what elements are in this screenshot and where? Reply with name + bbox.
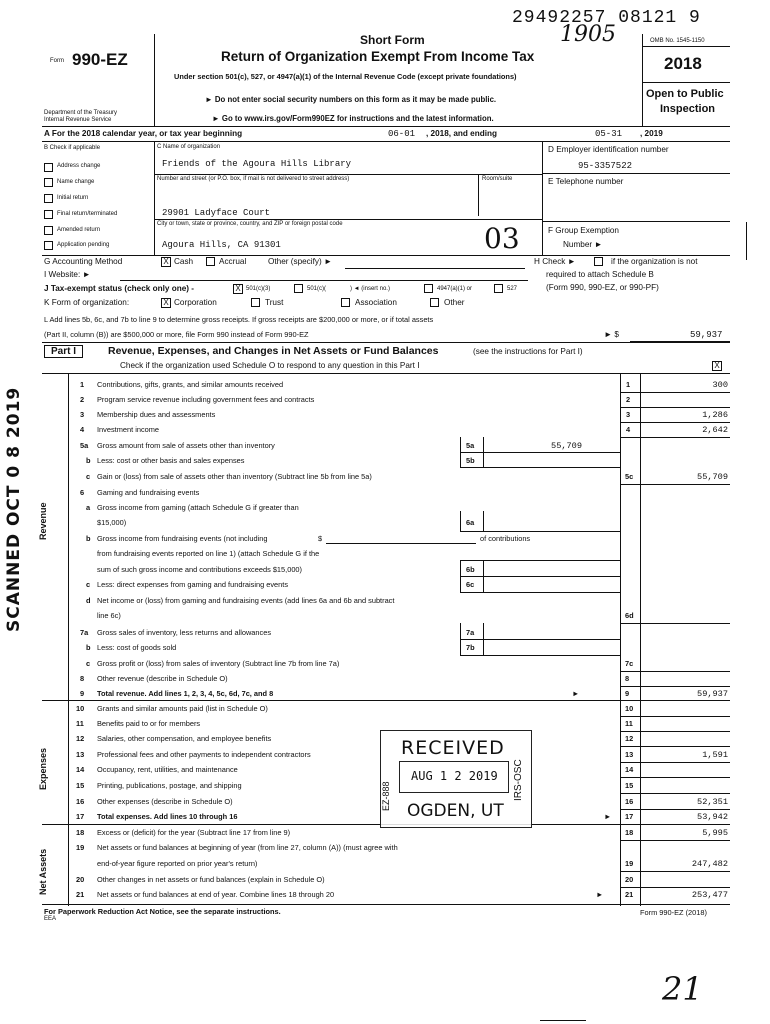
box-b-label: B Check if applicable (44, 145, 101, 151)
line-i-label: I Website: ► (44, 270, 91, 279)
line-k-label: K Form of organization: (44, 298, 130, 307)
omb-number: OMB No. 1545-1150 (650, 38, 705, 44)
line-6b-text-3: sum of such gross income and contributions exceeds $15,000) (97, 565, 302, 574)
line-16-num: 16 (76, 797, 85, 806)
label-initial-return: Initial return (57, 195, 89, 201)
gross-receipts-amount[interactable]: 59,937 (690, 330, 723, 340)
line-21-text: Net assets or fund balances at end of year. Combine lines 18 through 20 (97, 890, 335, 899)
part1-title-note: (see the instructions for Part I) (473, 347, 583, 356)
line-14-num: 14 (76, 765, 85, 774)
handwritten-code: 03 (484, 222, 520, 255)
line-5a-amount[interactable]: 55,709 (551, 441, 582, 451)
form-reference: Form 990-EZ (2018) (640, 908, 707, 917)
label-address-change: Address change (57, 163, 101, 169)
line-7b-text: Less: cost of goods sold (97, 643, 177, 652)
label-other-org: Other (444, 298, 465, 307)
label-name-change: Name change (57, 179, 95, 185)
stamp-left-code: EZ-888 (381, 781, 391, 811)
box-e-label: E Telephone number (548, 177, 624, 186)
checkbox-address-change[interactable] (44, 163, 53, 172)
label-accrual: Accrual (219, 257, 247, 266)
line-15-text: Printing, publications, postage, and shipping (97, 781, 242, 790)
handwritten-number: 1905 (560, 22, 616, 47)
checkbox-accrual[interactable] (206, 257, 215, 266)
label-cash: Cash (174, 257, 194, 266)
inspection: Inspection (660, 103, 716, 115)
line-9-arrow: ► (572, 689, 580, 698)
line-16-amount[interactable]: 52,351 (697, 797, 728, 807)
line-12-text: Salaries, other compensation, and employee benefits (97, 734, 272, 743)
line-l-arrow: ► $ (604, 330, 619, 339)
form-title: Return of Organization Exempt From Income Tax (221, 49, 535, 64)
stamp-city: OGDEN, UT (407, 801, 504, 821)
stamp-right-code: IRS-OSC (513, 759, 524, 801)
ein-value[interactable]: 95-3357522 (578, 161, 633, 171)
line-11-num: 11 (76, 719, 84, 728)
box-f-label-2: Number ► (563, 240, 603, 249)
line-6b-text: Gross income from fundraising events (not including (97, 534, 268, 543)
line-21-amount[interactable]: 253,477 (691, 890, 728, 900)
line-g-label: G Accounting Method (44, 257, 123, 266)
line-5c-text: Gain or (loss) from sale of assets other than inventory (Subtract line 5b from line 5a) (97, 472, 372, 481)
checkbox-schedule-o[interactable]: X (712, 361, 722, 371)
line-7b-num: b (86, 643, 91, 652)
line-19-text-2: end-of-year figure reported on prior year's return) (97, 859, 258, 868)
tax-year-end-year: , 2019 (640, 129, 663, 138)
eea-label: EEA (44, 916, 57, 922)
checkbox-cash[interactable]: X (161, 257, 171, 267)
line-6d-num: d (86, 596, 91, 605)
line-13-num: 13 (76, 750, 85, 759)
net-assets-side-label: Net Assets (38, 848, 48, 895)
line-1-amount[interactable]: 300 (712, 380, 728, 390)
label-501c: 501(c)( (307, 286, 327, 292)
box-c-label: C Name of organization (157, 144, 221, 150)
line-5a-text: Gross amount from sale of assets other than inventory (97, 441, 275, 450)
line-6b-dollar: $ (318, 534, 323, 543)
stamp-date: AUG 1 2 2019 (411, 769, 498, 783)
checkbox-501c3[interactable]: X (233, 284, 243, 294)
line-17-num: 17 (76, 812, 85, 821)
line-7a-num: 7a (80, 628, 89, 637)
line-6-num: 6 (80, 488, 85, 497)
paperwork-notice: For Paperwork Reduction Act Notice, see the separate instructions. (44, 907, 281, 916)
revenue-side-label: Revenue (38, 502, 48, 540)
tax-year: 2018 (664, 54, 702, 73)
tax-year-begin: 06-01 (388, 129, 416, 139)
street-label: Number and street (or P.O. box, if mail is not delivered to street address) (157, 176, 350, 182)
line-21-num: 21 (76, 890, 85, 899)
form-subtitle: Under section 501(c), 527, or 4947(a)(1) of the Internal Revenue Code (except private foundations) (174, 72, 517, 81)
line-4-text: Investment income (97, 425, 160, 434)
goto-notice: ► Go to www.irs.gov/Form990EZ for instructions and the latest information. (212, 114, 494, 123)
line-5c-amount[interactable]: 55,709 (697, 472, 728, 482)
label-other-method: Other (specify) ► (268, 257, 333, 266)
line-7c-text: Gross profit or (loss) from sales of inventory (Subtract line 7b from line 7a) (97, 659, 340, 668)
room-suite-label: Room/suite (482, 176, 513, 182)
line-14-text: Occupancy, rent, utilities, and maintenance (97, 765, 238, 774)
city-label: City or town, state or province, country, and ZIP or foreign postal code (157, 221, 343, 227)
line-9-amount[interactable]: 59,937 (697, 689, 728, 699)
label-application-pending: Application pending (57, 242, 110, 248)
label-trust: Trust (265, 298, 284, 307)
line-6b-text-2: from fundraising events reported on line 1) (attach Schedule G if the (97, 549, 320, 558)
line-a-label: A For the 2018 calendar year, or tax year beginning (44, 129, 243, 138)
label-amended-return: Amended return (57, 227, 101, 233)
handwritten-page: 21 (662, 970, 703, 1008)
line-6d-text-2: line 6c) (97, 611, 121, 620)
line-7c-num: c (86, 659, 91, 668)
line-19-text: Net assets or fund balances at beginning of year (from line 27, column (A)) (must agree with (97, 843, 398, 852)
line-6c-text: Less: direct expenses from gaming and fundraising events (97, 580, 289, 589)
line-l-text-2: (Part II, column (B)) are $500,000 or more, file Form 990 instead of Form 990-EZ (44, 330, 309, 339)
line-3-amount[interactable]: 1,286 (702, 410, 728, 420)
line-17-arrow: ► (604, 812, 612, 821)
box-d-label: D Employer identification number (548, 145, 669, 154)
line-6b-num: b (86, 534, 91, 543)
line-17-text: Total expenses. Add lines 10 through 16 (97, 812, 238, 821)
line-13-text: Professional fees and other payments to independent contractors (97, 750, 311, 759)
open-public: Open to Public (646, 88, 724, 100)
part1-schedule-o-text: Check if the organization used Schedule O to respond to any question in this Part I (120, 361, 420, 370)
line-20-text: Other changes in net assets or fund balances (explain in Schedule O) (97, 875, 325, 884)
line-16-text: Other expenses (describe in Schedule O) (97, 797, 233, 806)
tax-year-ending-label: , 2018, and ending (426, 129, 497, 138)
line-6b-text-b: of contributions (480, 534, 531, 543)
line-7a-text: Gross sales of inventory, less returns and allowances (97, 628, 272, 637)
line-3-text: Membership dues and assessments (97, 410, 216, 419)
line-6a-text: Gross income from gaming (attach Schedule G if greater than (97, 503, 299, 512)
label-final-return: Final return/terminated (57, 211, 118, 217)
checkbox-amended-return[interactable] (44, 226, 53, 235)
checkbox-other-org[interactable] (430, 298, 439, 307)
line-21-arrow: ► (596, 890, 604, 899)
street-address[interactable]: 29901 Ladyface Court (162, 208, 271, 218)
checkbox-name-change[interactable] (44, 178, 53, 187)
scan-number: 29492257 08121 9 (512, 8, 701, 28)
stamp-received: RECEIVED (401, 737, 505, 759)
line-18-num: 18 (76, 828, 85, 837)
line-10-text: Grants and similar amounts paid (list in Schedule O) (97, 704, 268, 713)
label-insert-no: ) ◄ (insert no.) (350, 286, 390, 292)
checkbox-trust[interactable] (251, 298, 260, 307)
checkbox-application-pending[interactable] (44, 241, 53, 250)
checkbox-initial-return[interactable] (44, 194, 53, 203)
line-13-amount[interactable]: 1,591 (702, 750, 728, 760)
line-9-text: Total revenue. Add lines 1, 2, 3, 4, 5c, 6d, 7c, and 8 (97, 689, 274, 698)
line-6a-num: a (86, 503, 91, 512)
form-label: Form (50, 58, 64, 64)
line-h-label: H Check ► (534, 257, 576, 266)
line-h-text: if the organization is not (611, 257, 698, 266)
line-9-num: 9 (80, 689, 85, 698)
dept-treasury: Department of the Treasury (44, 110, 118, 116)
line-h-text-3: (Form 990, 990-EZ, or 990-PF) (546, 283, 659, 292)
line-6d-text: Net income or (loss) from gaming and fundraising events (add lines 6a and 6b and subtract (97, 596, 395, 605)
expenses-side-label: Expenses (38, 747, 48, 790)
line-10-num: 10 (76, 704, 85, 713)
line-15-num: 15 (76, 781, 85, 790)
box-f-label: F Group Exemption (548, 226, 619, 235)
checkbox-4947[interactable] (424, 284, 433, 293)
label-527: 527 (507, 286, 518, 292)
line-l-text: L Add lines 5b, 6c, and 7b to line 9 to determine gross receipts. If gross receipts are $200,000 or more, or if total assets (44, 315, 434, 324)
line-18-text: Excess or (deficit) for the year (Subtract line 17 from line 9) (97, 828, 291, 837)
line-11-text: Benefits paid to or for members (97, 719, 201, 728)
scanned-stamp: SCANNED OCT 0 8 2019 (4, 386, 24, 632)
label-4947: 4947(a)(1) or (437, 286, 473, 292)
line-8-text: Other revenue (describe in Schedule O) (97, 674, 228, 683)
short-form: Short Form (360, 33, 425, 47)
line-2-text: Program service revenue including government fees and contracts (97, 395, 315, 404)
organization-name[interactable]: Friends of the Agoura Hills Library (162, 159, 352, 169)
part1-title: Revenue, Expenses, and Changes in Net Assets or Fund Balances (108, 345, 439, 357)
line-12-num: 12 (76, 734, 85, 743)
line-19-amount[interactable]: 247,482 (691, 859, 728, 869)
tax-year-end: 05-31 (595, 129, 623, 139)
line-17-amount[interactable]: 53,942 (697, 812, 728, 822)
dept-irs: Internal Revenue Service (44, 117, 112, 123)
line-1-text: Contributions, gifts, grants, and similar amounts received (97, 380, 284, 389)
checkbox-527[interactable] (494, 284, 503, 293)
line-h-text-2: required to attach Schedule B (546, 270, 654, 279)
form-name: 990-EZ (72, 50, 128, 69)
received-stamp (380, 730, 532, 828)
label-corporation: Corporation (174, 298, 217, 307)
line-19-num: 19 (76, 843, 85, 852)
line-8-num: 8 (80, 674, 85, 683)
ssn-notice: ► Do not enter social security numbers on this form as it may be made public. (205, 95, 497, 104)
label-501c3: 501(c)(3) (246, 286, 271, 292)
checkbox-final-return[interactable] (44, 210, 53, 219)
line-18-amount[interactable]: 5,995 (702, 828, 728, 838)
line-6a-text-2: $15,000) (97, 518, 127, 527)
line-20-num: 20 (76, 875, 85, 884)
line-6c-num: c (86, 580, 91, 589)
line-5b-text: Less: cost or other basis and sales expenses (97, 456, 245, 465)
line-6-text: Gaming and fundraising events (97, 488, 200, 497)
part1-label: Part I (44, 345, 83, 358)
label-association: Association (355, 298, 397, 307)
line-4-amount[interactable]: 2,642 (702, 425, 728, 435)
checkbox-501c[interactable] (294, 284, 303, 293)
city-state-zip[interactable]: Agoura Hills, CA 91301 (162, 240, 281, 250)
checkbox-association[interactable] (341, 298, 350, 307)
checkbox-corporation[interactable]: X (161, 298, 171, 308)
line-j-label: J Tax-exempt status (check only one) - (44, 284, 194, 293)
checkbox-schedule-b[interactable] (594, 257, 603, 266)
